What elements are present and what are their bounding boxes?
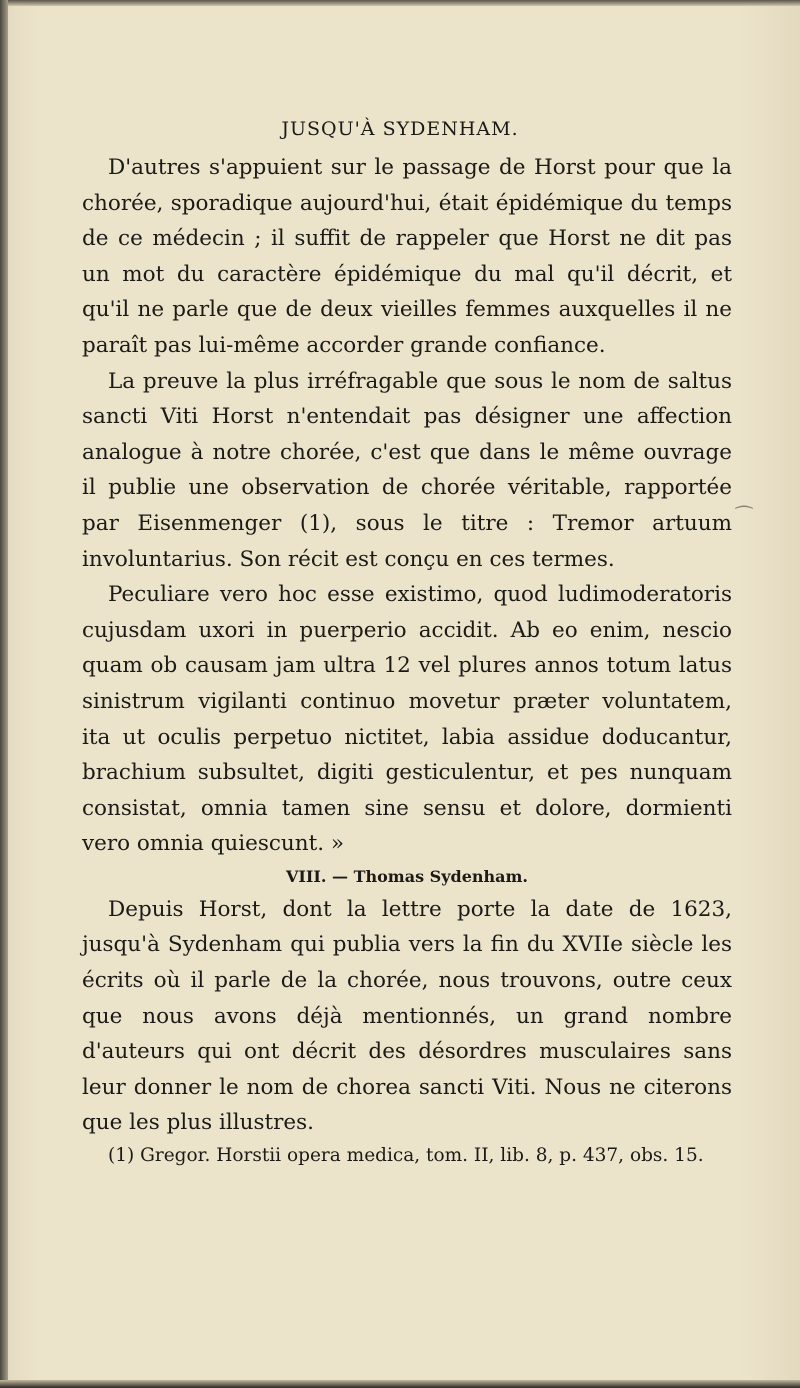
paragraph-3-latin-quote: Peculiare vero hoc esse existimo, quod ludimoderatoris cujusdam uxori in puerperio accidit. Ab eo enim, nescio quam ob causam jam ultra 12 vel plures annos totum latus sinistrum vigilanti continuo movetur præter voluntatem, ita ut oculis perpetuo nictitet, labia assidue doducantur, brachium subsultet, digiti gesticulentur, et pes nunquam consistat, omnia tamen sine sensu et dolore, dormienti vero omnia quiescunt. » bbox=[82, 582, 732, 857]
paragraph-4: Depuis Horst, dont la lettre porte la date de 1623, jusqu'à Sydenham qui publia vers la fin du XVIIe siècle les écrits où il parle de la chorée, nous trouvons, outre ceux que nous avons déjà mentionnés, un grand nombre d'auteurs qui ont décrit des désordres musculaires sans leur donner le nom de chorea sancti Viti. Nous ne citerons que les plus illustres. bbox=[82, 896, 732, 1136]
ink-smudge-icon: ⁀ bbox=[736, 505, 753, 529]
paragraph-1: D'autres s'appuient sur le passage de Horst pour que la chorée, sporadique aujourd'hui, était épidémique du temps de ce médecin ; il suffit de rappeler que Horst ne dit pas un mot du caractère épidémique du mal qu'il décrit, et qu'il ne parle que de deux vieilles femmes auxquelles il ne paraît pas lui-même accorder grande confiance. bbox=[82, 155, 732, 358]
paragraph-2: La preuve la plus irréfragable que sous le nom de saltus sancti Viti Horst n'entendait pas désigner une affection analogue à notre chorée, c'est que dans le même ouvrage il publie une observation de chorée véritable, rapportée par Eisenmenger (1), sous le titre : Tremor artuum involuntarius. Son récit est conçu en ces termes. bbox=[82, 368, 732, 572]
section-title: VIII. — Thomas Sydenham. bbox=[285, 866, 528, 886]
page-top-edge bbox=[0, 0, 800, 6]
body-text bbox=[82, 150, 732, 1171]
running-head: JUSQU'À SYDENHAM. bbox=[281, 118, 519, 140]
footnote: (1) Gregor. Horstii opera medica, tom. II, lib. 8, p. 437, obs. 15. bbox=[108, 1145, 704, 1167]
page-bottom-edge bbox=[0, 1380, 800, 1388]
book-spine-shadow bbox=[0, 0, 8, 1388]
